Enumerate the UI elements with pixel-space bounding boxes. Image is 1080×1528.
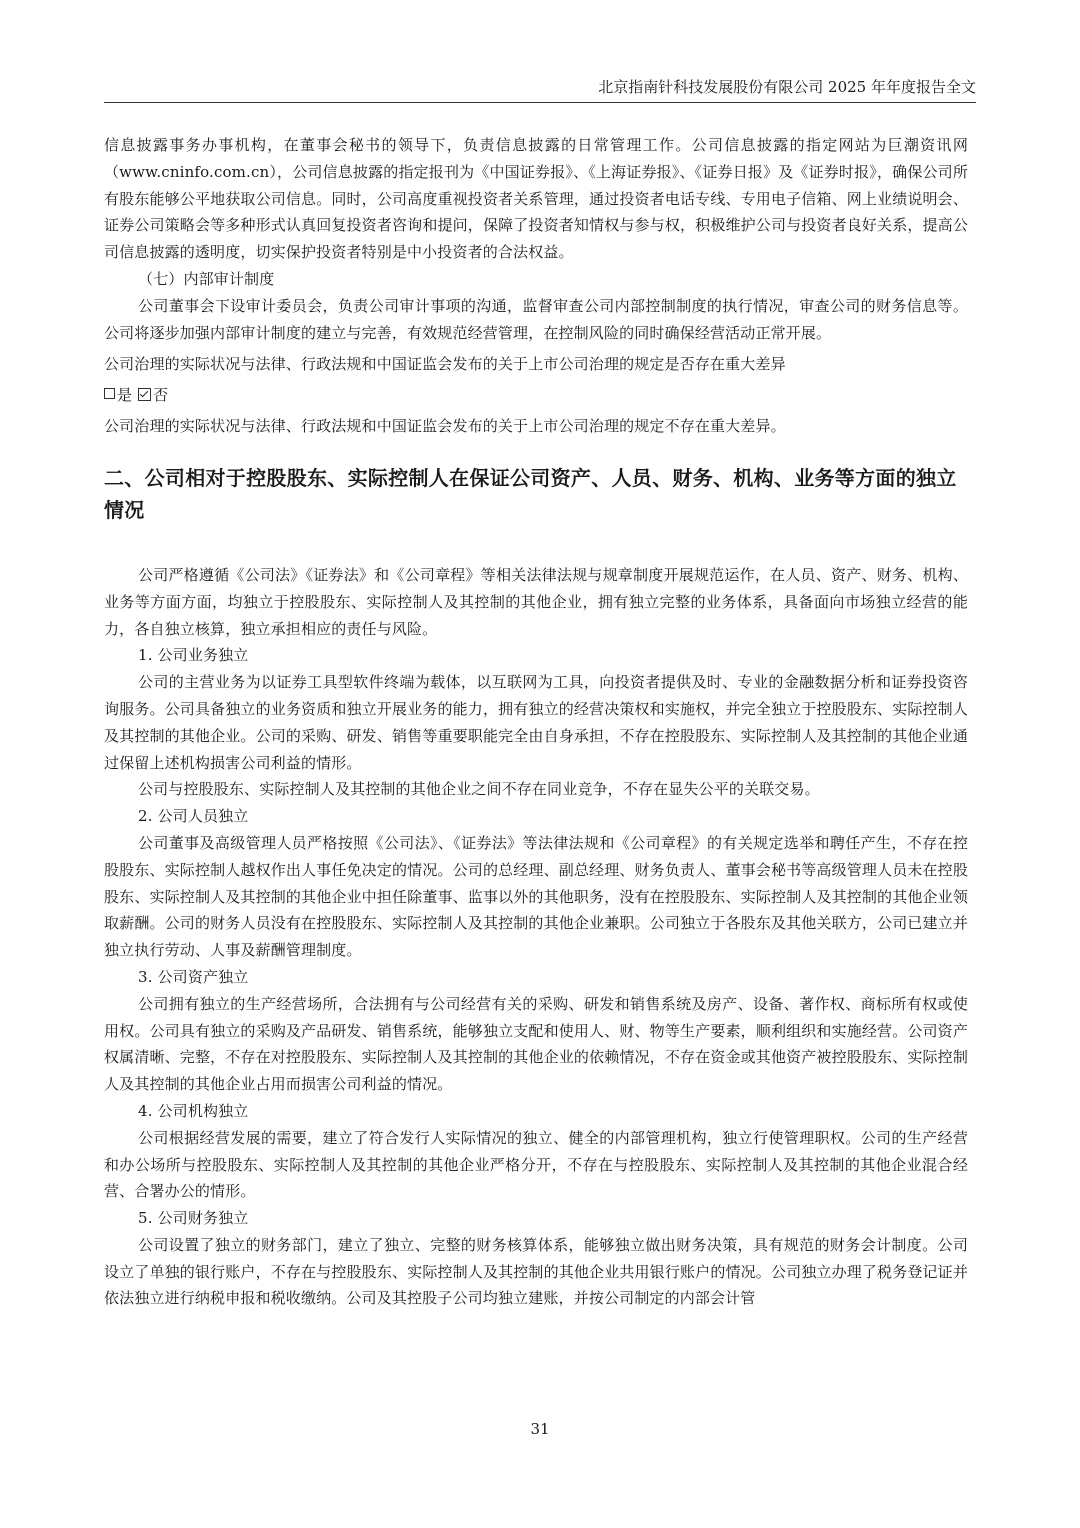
document-body — [104, 132, 968, 1312]
item-paragraph: 公司董事及高级管理人员严格按照《公司法》、《证券法》等法律法规和《公司章程》的有关规定选举和聘任产生，不存在控股股东、实际控制人越权作出人事任免决定的情况。公司的总经理、副总经理、财务负责人、董事会秘书等高级管理人员未在控股股东、实际控制人及其控制的其他企业中担任除董事、监事以外的其他职务，没有在控股股东、实际控制人及其控制的其他企业领取薪酬。公司的财务人员没有在控股股东、实际控制人及其控制的其他企业兼职。公司独立于各股东及其他关联方，公司已建立并独立执行劳动、人事及薪酬管理制度。 — [104, 833, 968, 960]
section-intro: 公司严格遵循《公司法》《证券法》和《公司章程》等相关法律法规与规章制度开展规范运作，在人员、资产、财务、机构、业务等方面方面，均独立于控股股东、实际控制人及其控制的其他企业，拥有独立完整的业务体系，具备面向市场独立经营的能力，各自独立核算，独立承担相应的责任与风险。 — [104, 565, 968, 638]
item-paragraph: 公司拥有独立的生产经营场所，合法拥有与公司经营有关的采购、研发和销售系统及房产、设备、著作权、商标所有权或使用权。公司具有独立的采购及产品研发、销售系统，能够独立支配和使用人、财、物等生产要素，顺利组织和实施经营。公司资产权属清晰、完整，不存在对控股股东、实际控制人及其控制的其他企业的依赖情况，不存在资金或其他资产被控股股东、实际控制人及其控制的其他企业占用而损害公司利益的情况。 — [104, 994, 968, 1094]
governance-answer: 公司治理的实际状况与法律、行政法规和中国证监会发布的关于上市公司治理的规定不存在重大差异。 — [104, 417, 786, 436]
section-title: 二、公司相对于控股股东、实际控制人在保证公司资产、人员、财务、机构、业务等方面的独立情况 — [104, 465, 957, 522]
item-paragraph: 公司设置了独立的财务部门，建立了独立、完整的财务核算体系，能够独立做出财务决策，具有规范的财务会计制度。公司设立了单独的银行账户，不存在与控股股东、实际控制人及其控制的其他企业共用银行账户的情况。公司独立办理了税务登记证并依法独立进行纳税申报和税收缴纳。公司及其控股子公司均独立建账，并按公司制定的内部会计管 — [104, 1235, 968, 1308]
item-paragraph: 公司的主营业务为以证券工具型软件终端为载体，以互联网为工具，向投资者提供及时、专业的金融数据分析和证券投资咨询服务。公司具备独立的业务资质和独立开展业务的能力，拥有独立的经营决策权和实施权，并完全独立于控股股东、实际控制人及其控制的其他企业。公司的采购、研发、销售等重要职能完全由自身承担，不存在控股股东、实际控制人及其控制的其他企业通过保留上述机构损害公司利益的情形。 — [104, 673, 968, 772]
subheading-internal-audit: （七）内部审计制度 — [138, 269, 275, 288]
paragraph-disclosure: 信息披露事务办事机构，在董事会秘书的领导下，负责信息披露的日常管理工作。公司信息披露的指定网站为巨潮资讯网（www.cninfo.com.cn），公司信息披露的指定报刊为《中国证券报》、《上海证券报》、《证券日报》及《证券时报》，确保公司所有股东能够公平地获取公司信息。同时，公司高度重视投资者关系管理，通过投资者电话专线、专用电子信箱、网上业绩说明会、证券公司策略会等多种形式认真回复投资者咨询和提问，保障了投资者知情权与参与权，积极维护公司与投资者良好关系，提高公司信息披露的透明度，切实保护投资者特别是中小投资者的合法权益。 — [104, 136, 968, 262]
item-heading-personnel: 2. 公司人员独立 — [138, 807, 249, 826]
page-header — [104, 76, 976, 103]
paragraph-internal-audit: 公司董事会下设审计委员会，负责公司审计事项的沟通，监督审查公司内部控制制度的执行情况，审查公司的财务信息等。公司将逐步加强内部审计制度的建立与完善，有效规范经营管理，在控制风险的同时确保经营活动正常开展。 — [104, 296, 968, 342]
item-paragraph: 公司根据经营发展的需要，建立了符合发行人实际情况的独立、健全的内部管理机构，独立行使管理职权。公司的生产经营和办公场所与控股股东、实际控制人及其控制的其他企业严格分开，不存在与控股股东、实际控制人及其控制的其他企业混合经营、合署办公的情形。 — [104, 1128, 968, 1201]
item-heading-assets: 3. 公司资产独立 — [138, 967, 249, 986]
option-yes-label: 是 — [117, 386, 133, 405]
page-number: 31 — [530, 1420, 550, 1438]
governance-options — [104, 382, 968, 408]
item-heading-business: 1. 公司业务独立 — [138, 646, 249, 665]
item-paragraph: 公司与控股股东、实际控制人及其控制的其他企业之间不存在同业竞争，不存在显失公平的关联交易。 — [138, 780, 820, 799]
item-heading-finance: 5. 公司财务独立 — [138, 1209, 249, 1228]
option-no-label: 否 — [153, 386, 169, 405]
governance-question: 公司治理的实际状况与法律、行政法规和中国证监会发布的关于上市公司治理的规定是否存在重大差异 — [104, 355, 786, 374]
unchecked-box-icon — [104, 388, 115, 399]
header-title: 北京指南针科技发展股份有限公司 2025 年年度报告全文 — [598, 78, 976, 96]
checked-box-icon — [138, 388, 151, 401]
item-heading-organization: 4. 公司机构独立 — [138, 1101, 249, 1120]
